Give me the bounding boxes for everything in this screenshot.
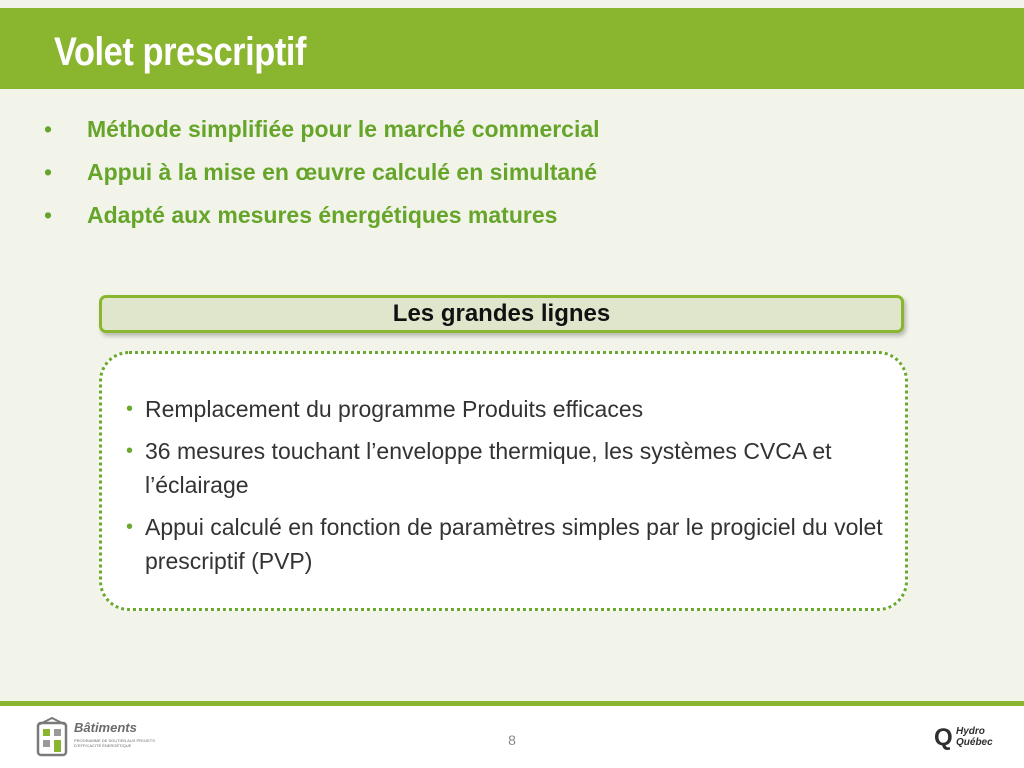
hydro-quebec-logo	[934, 724, 1006, 754]
detail-text: Remplacement du programme Produits efficaces	[145, 396, 644, 422]
hydro-quebec-line1: Hydro	[956, 726, 985, 737]
key-point-text: Adapté aux mesures énergétiques matures	[87, 202, 558, 228]
bullet-icon: •	[44, 159, 53, 185]
key-point-text: Méthode simplifiée pour le marché commercial	[87, 116, 600, 142]
key-point-text: Appui à la mise en œuvre calculé en simultané	[87, 159, 597, 185]
key-point	[44, 159, 600, 202]
details-box	[99, 351, 908, 611]
batiments-logo	[36, 717, 156, 759]
detail-item	[126, 392, 886, 426]
batiments-logo-tagline: PROGRAMME DE SOUTIEN AUX PROJETS D’EFFICACITÉ ÉNERGÉTIQUE	[74, 738, 155, 748]
bullet-icon: •	[126, 398, 134, 420]
hydro-quebec-line2: Québec	[956, 737, 993, 748]
section-header	[99, 295, 904, 333]
detail-text: 36 mesures touchant l’enveloppe thermique, les systèmes CVCA et l’éclairage	[145, 438, 832, 498]
key-points-list	[44, 116, 600, 245]
page-number: 8	[508, 732, 516, 748]
slide-title: Volet prescriptif	[54, 30, 307, 74]
hydro-quebec-mark: Q	[934, 724, 953, 751]
detail-text: Appui calculé en fonction de paramètres simples par le progiciel du volet prescriptif (PVP)	[145, 514, 883, 574]
detail-item	[126, 510, 886, 578]
bullet-icon: •	[44, 116, 53, 142]
batiments-logo-name: Bâtiments	[74, 720, 137, 735]
detail-item	[126, 434, 886, 502]
hydro-quebec-wordmark	[956, 726, 993, 748]
key-point	[44, 202, 600, 245]
building-icon	[36, 717, 68, 757]
details-list	[126, 392, 886, 586]
key-point	[44, 116, 600, 159]
section-header-text: Les grandes lignes	[392, 300, 611, 327]
bullet-icon: •	[126, 440, 134, 462]
bullet-icon: •	[126, 516, 134, 538]
bullet-icon: •	[44, 202, 53, 228]
